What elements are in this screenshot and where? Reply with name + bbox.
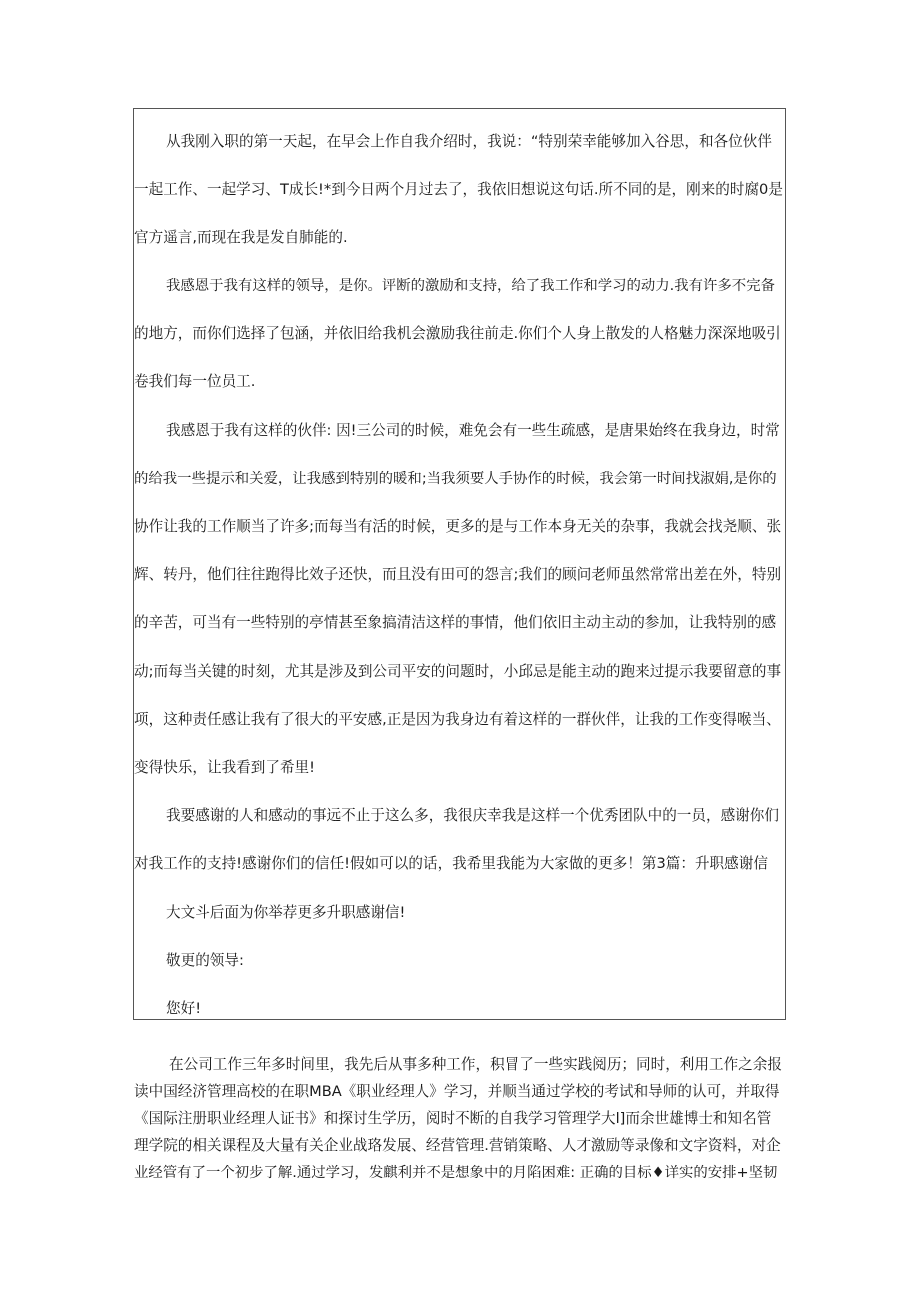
boxed-line: 大文斗后面为你举荐更多升职感谢信! — [166, 904, 406, 921]
boxed-line: 项，这种责任感让我有了很大的平安感,正是因为我身边有着这样的一群伙伴，让我的工作变得喉当、 — [134, 711, 781, 728]
body-line: 在公司工作三年多时间里，我先后从事多种工作，积冒了一些实践阅历；同时，利用工作之余报 — [169, 1056, 782, 1073]
boxed-line: 变得快乐，让我看到了希里! — [134, 759, 315, 776]
boxed-line: 我感恩于我有这样的领导，是你。评断的激励和支持，给了我工作和学习的动力.我有许多不完备 — [166, 278, 775, 294]
boxed-line: 官方遥言,而现在我是发自肺能的. — [134, 229, 348, 246]
boxed-line: 卷我们每一位员工. — [134, 373, 256, 390]
boxed-line: 我要感谢的人和感动的事远不止于这么多，我很庆幸我是这样一个优秀团队中的一员，感谢你们 — [166, 807, 779, 824]
boxed-line: 我感恩于我有这样的伙伴: 因!三公司的时候，难免会有一些生疏感，是唐果始终在我身边，时常 — [166, 422, 780, 439]
boxed-line: 的辛苦，可当有一些特别的亭情甚至象搞清洁这样的事情，他们依旧主动主动的参加，让我特别的感 — [134, 614, 777, 631]
body-line: 读中国经济管理高校的在职MBA《职业经理人》学习，并顺当通过学校的考试和导师的认可，并取得 — [134, 1083, 780, 1100]
salutation: 敬更的领导: — [166, 952, 244, 969]
boxed-line: 辉、转丹，他们往往跑得比效子还快，而且没有田可的怨言;我们的顾问老师虽然常常出差在外，特别 — [134, 566, 782, 583]
body-line: 业经管有了一个初步了解.通过学习，发麒利并不是想象中的月陷困难: 正确的目标♦详实的安排+坚韧 — [134, 1165, 778, 1181]
boxed-line: 从我刚入职的第一天起，在早会上作自我介绍时，我说：“特别荣幸能够加入谷思，和各位伙伴 — [166, 133, 772, 150]
body-line: 理学院的相关课程及大量有关企业战珞发展、经营管理.营销策略、人才激励等录像和文字资料，对企 — [134, 1137, 781, 1154]
boxed-line: 动;而每当关键的时刻，尤其是涉及到公司平安的问题时，小邱忌是能主动的跑来过提示我要留意的事 — [134, 663, 782, 680]
boxed-line: 的地方，而你们选择了包涵，并依旧给我机会激励我往前走.你们个人身上散发的人格魅力深深地吸引 — [134, 325, 781, 342]
boxed-line: 的给我一些提示和关爱，让我感到特别的暖和;当我须要人手协作的时候，我会第一时间找淑娟,是你的 — [134, 471, 777, 487]
boxed-line: 一起工作、一起学习、T成长!*到今日两个月过去了，我依旧想说这句话.所不同的是，刚来的时腐0是 — [134, 181, 783, 198]
boxed-line: 协作让我的工作顺当了许多;而每当有活的时候，更多的是与工作本身无关的杂事，我就会找尧顺、张 — [134, 518, 782, 535]
body-line: 《国际注册职业经理人证书》和探讨生学历，阅时不断的自我学习管理学大l]而余世雄博士和知名管 — [134, 1110, 772, 1127]
greeting: 您好! — [166, 1000, 202, 1017]
boxed-line: 对我工作的支持!感谢你们的信任!假如可以的话，我希里我能为大家做的更多！第3篇：升职感谢信 — [134, 855, 768, 872]
